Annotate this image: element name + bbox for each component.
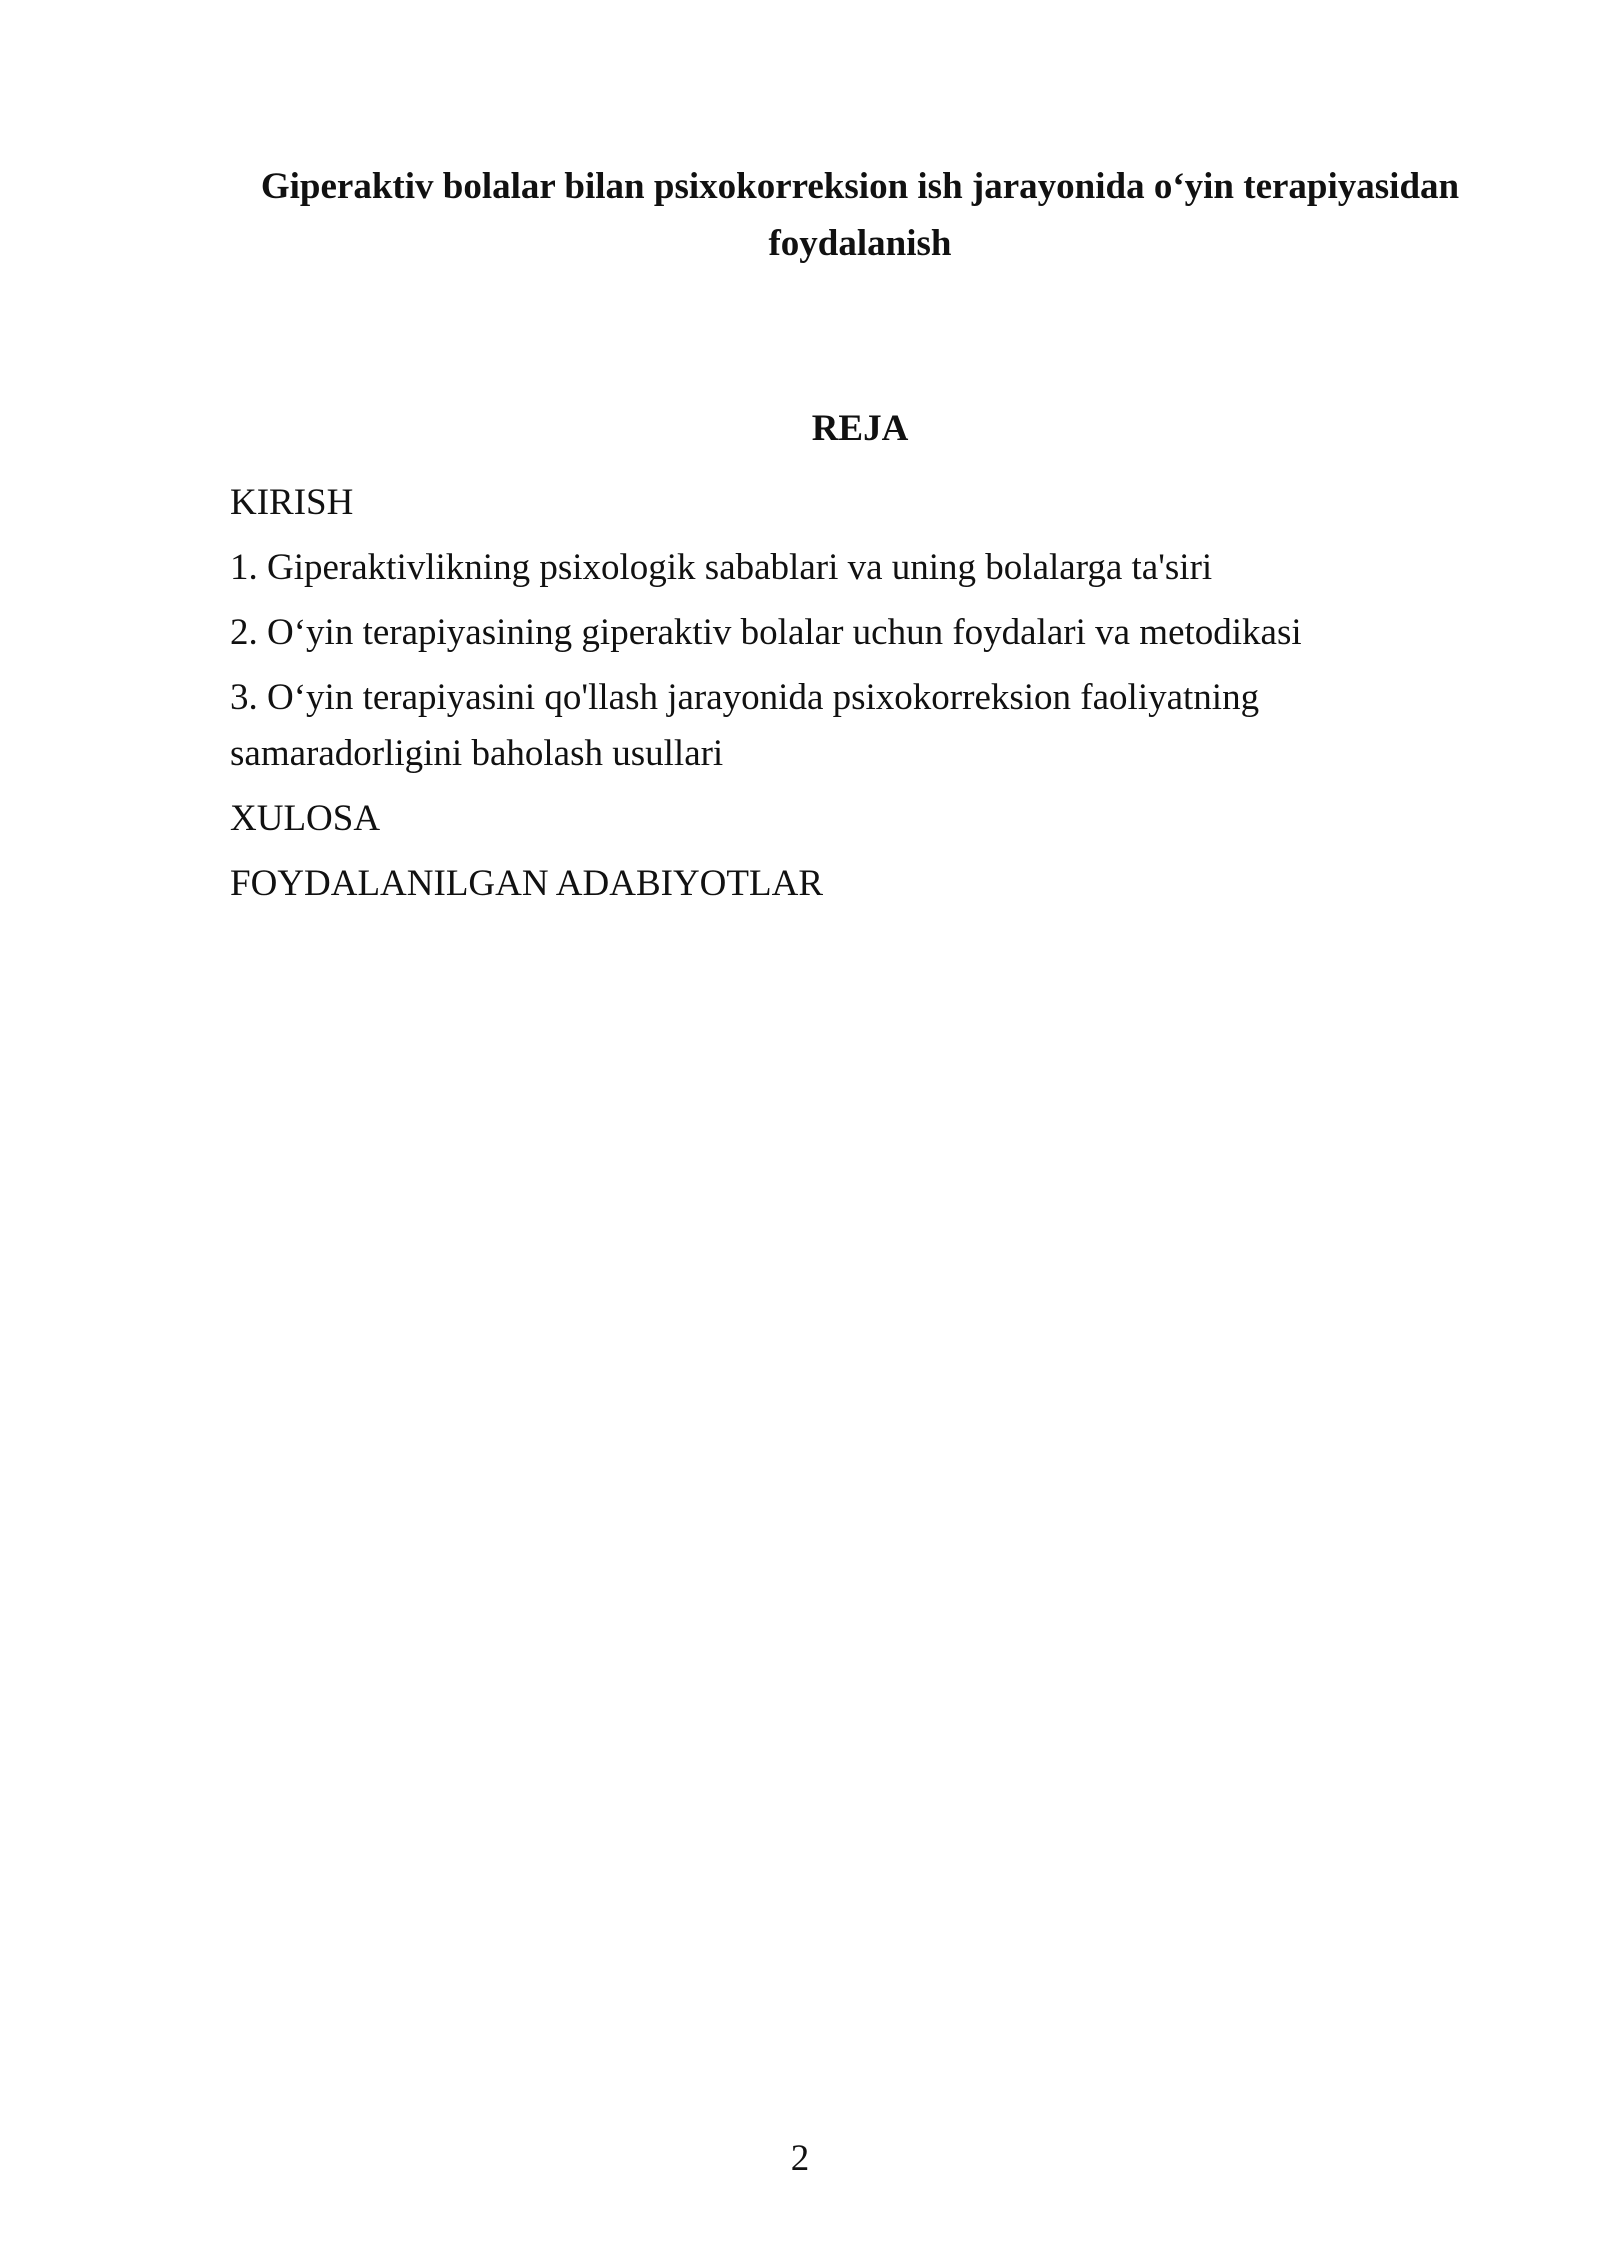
toc-item-1: 1. Giperaktivlikning psixologik sabablari va uning bolalarga ta'siri <box>230 547 1213 588</box>
toc-item-2: 2. O‘yin terapiyasining giperaktiv bolalar uchun foydalari va metodikasi <box>230 612 1302 653</box>
toc-item-3: 3. O‘yin terapiyasini qo'llash jarayonida psixokorreksion faoliyatning samaradorligini baholash usullari <box>230 677 1260 774</box>
toc-item-conclusion: XULOSA <box>230 798 381 839</box>
plan-heading: REJA <box>811 408 909 449</box>
table-of-contents <box>230 475 1370 921</box>
document-title: Giperaktiv bolalar bilan psixokorreksion ish jarayonida o‘yin terapiyasidan foydalanish <box>260 166 1460 264</box>
page-number: 2 <box>790 2138 810 2179</box>
toc-item-introduction: KIRISH <box>230 482 354 523</box>
toc-item-references: FOYDALANILGAN ADABIYOTLAR <box>230 863 823 904</box>
